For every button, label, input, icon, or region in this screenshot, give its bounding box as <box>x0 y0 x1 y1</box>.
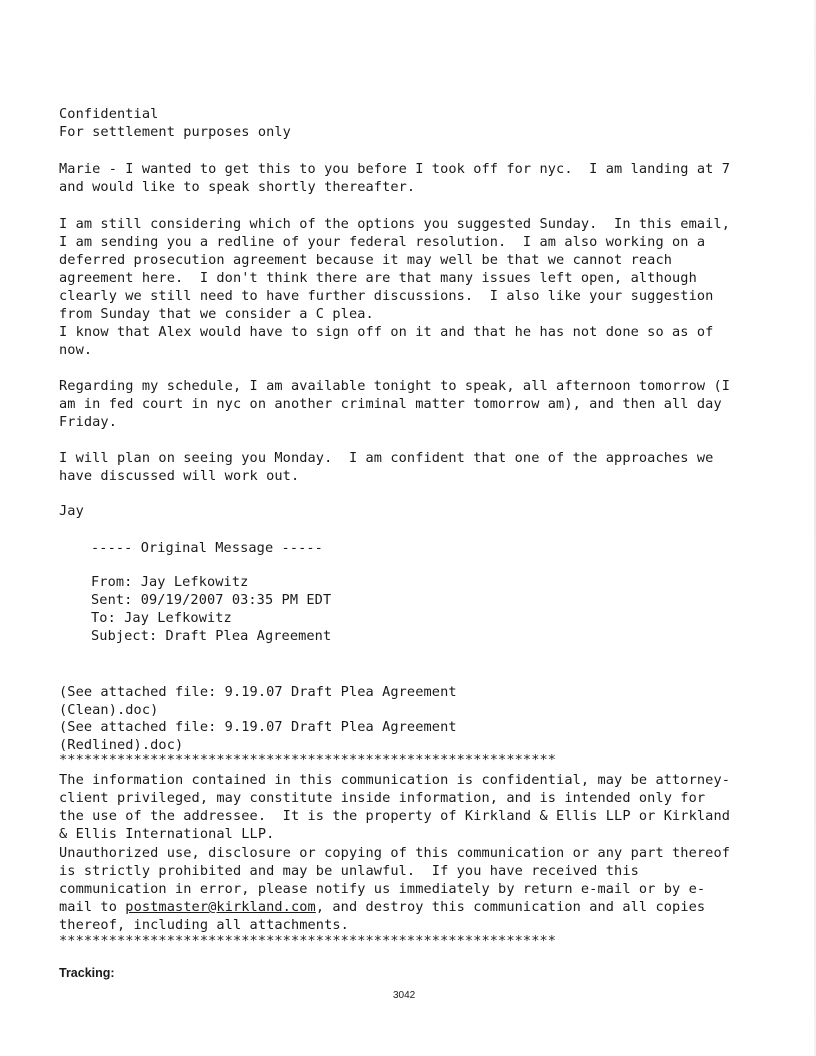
body-line: Friday. <box>59 414 117 430</box>
attachment-line: (Clean).doc) <box>59 702 159 718</box>
body-line: from Sunday that we consider a C plea. <box>59 306 374 322</box>
body-line: deferred prosecution agreement because it may well be that we cannot reach <box>59 252 673 268</box>
original-message-to: To: Jay Lefkowitz <box>91 610 232 626</box>
disclaimer-line: The information contained in this communication is confidential, may be attorney- <box>59 772 731 788</box>
disclaimer-line: communication in error, please notify us immediately by return e-mail or by e- <box>59 881 706 897</box>
body-line: I will plan on seeing you Monday. I am confident that one of the approaches we <box>59 450 714 466</box>
disclaimer-stars-top: ************************************************************ <box>59 752 557 768</box>
original-message-from: From: Jay Lefkowitz <box>91 574 249 590</box>
disclaimer-line: & Ellis International LLP. <box>59 826 275 842</box>
disclaimer-line: the use of the addressee. It is the property of Kirkland & Ellis LLP or Kirkland <box>59 808 731 824</box>
body-line: I know that Alex would have to sign off on it and that he has not done so as of <box>59 324 714 340</box>
disclaimer-line-with-email <box>59 898 705 916</box>
body-line: Regarding my schedule, I am available tonight to speak, all afternoon tomorrow (I <box>59 378 731 394</box>
disclaimer-mail-suffix: , and destroy this communication and all copies <box>315 899 706 915</box>
body-line: I am still considering which of the options you suggested Sunday. In this email, <box>59 216 731 232</box>
original-message-sent: Sent: 09/19/2007 03:35 PM EDT <box>91 592 332 608</box>
body-line: have discussed will work out. <box>59 468 300 484</box>
disclaimer-line: Unauthorized use, disclosure or copying of this communication or any part thereof <box>59 845 731 861</box>
body-line: am in fed court in nyc on another criminal matter tomorrow am), and then all day <box>59 396 722 412</box>
attachment-line: (See attached file: 9.19.07 Draft Plea Agreement <box>59 684 457 700</box>
tracking-label: Tracking: <box>59 966 115 980</box>
settlement-label: For settlement purposes only <box>59 124 291 140</box>
attachment-line: (See attached file: 9.19.07 Draft Plea Agreement <box>59 719 457 735</box>
disclaimer-line: thereof, including all attachments. <box>59 917 349 933</box>
postmaster-email-link[interactable]: postmaster@kirkland.com <box>125 899 316 915</box>
body-line: I am sending you a redline of your federal resolution. I am also working on a <box>59 234 706 250</box>
body-line: and would like to speak shortly thereafter. <box>59 179 416 195</box>
original-message-divider: ----- Original Message ----- <box>91 540 323 556</box>
page-number: 3042 <box>393 990 416 1001</box>
body-line: now. <box>59 342 93 358</box>
body-line: agreement here. I don't think there are that many issues left open, although <box>59 270 697 286</box>
body-line: clearly we still need to have further discussions. I also like your suggestion <box>59 288 714 304</box>
body-line: Marie - I wanted to get this to you before I took off for nyc. I am landing at 7 <box>59 161 731 177</box>
signature: Jay <box>59 503 84 519</box>
confidential-label: Confidential <box>59 106 159 122</box>
original-message-subject: Subject: Draft Plea Agreement <box>91 628 332 644</box>
disclaimer-line: client privileged, may constitute inside information, and is intended only for <box>59 790 706 806</box>
disclaimer-stars-bottom: ************************************************************ <box>59 933 557 949</box>
disclaimer-mail-prefix: mail to <box>59 899 126 915</box>
attachment-line: (Redlined).doc) <box>59 737 184 753</box>
disclaimer-line: is strictly prohibited and may be unlawful. If you have received this <box>59 863 639 879</box>
